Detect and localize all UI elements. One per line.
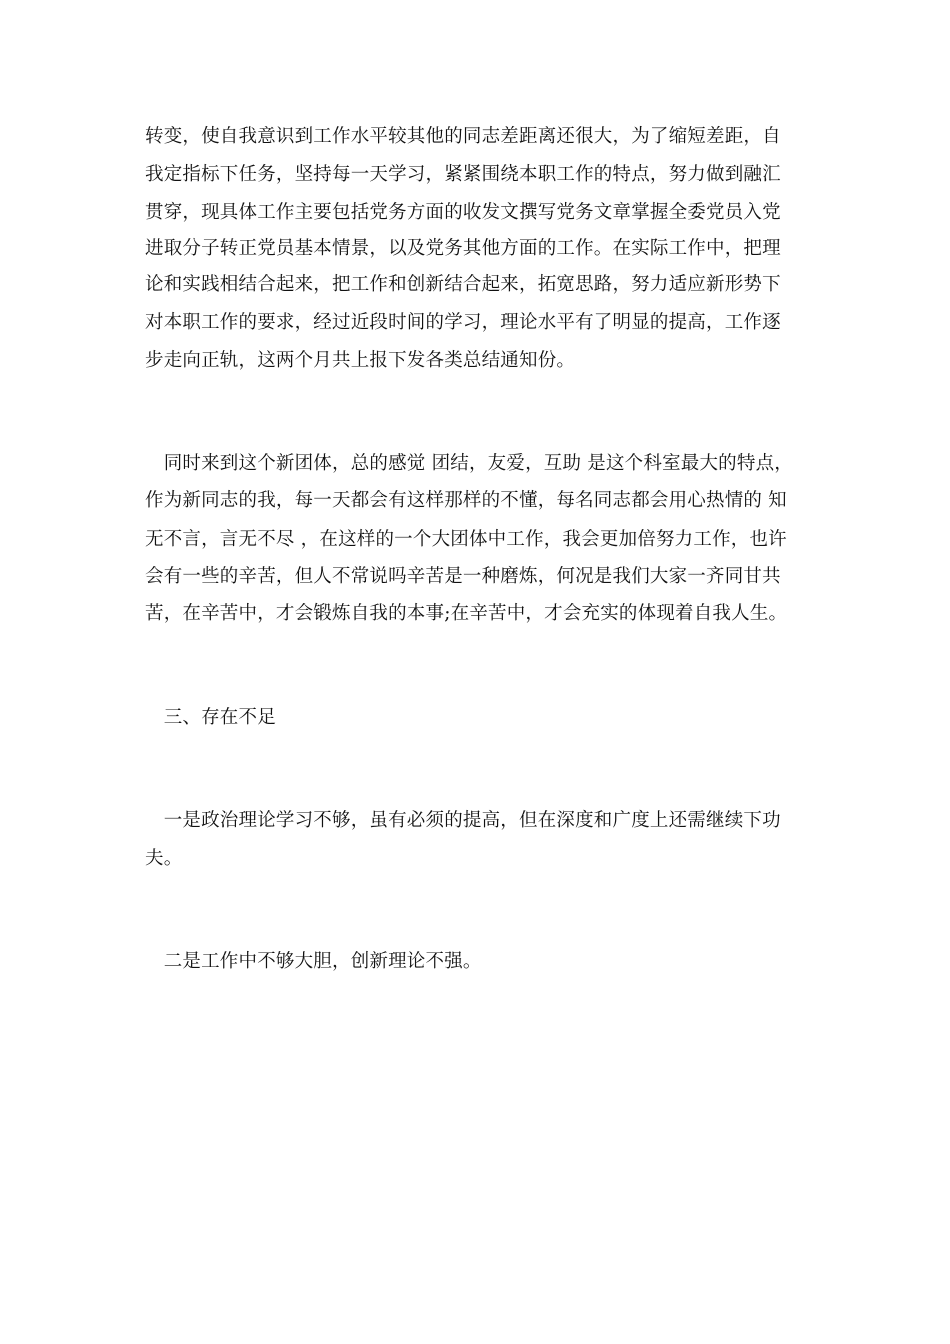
text-line: 对本职工作的要求，经过近段时间的学习，理论水平有了明显的提高，工作逐 [145, 312, 781, 333]
text-line: 步走向正轨，这两个月共上报下发各类总结通知份。 [145, 350, 576, 371]
text-line: 二是工作中不够大胆，创新理论不强。 [145, 951, 482, 972]
text-line: 转变，使自我意识到工作水平较其他的同志差距离还很大，为了缩短差距，自 [145, 126, 781, 147]
text-line: 我定指标下任务，坚持每一天学习，紧紧围绕本职工作的特点，努力做到融汇 [145, 164, 781, 185]
text-line: 论和实践相结合起来，把工作和创新结合起来，拓宽思路，努力适应新形势下 [145, 274, 781, 295]
text-line: 无不言，言无不尽 ，在这样的一个大团体中工作，我会更加倍努力工作，也许 [145, 529, 787, 550]
text-line: 作为新同志的我，每一天都会有这样那样的不懂，每名同志都会用心热情的 知 [145, 490, 787, 511]
text-line: 一是政治理论学习不够，虽有必须的提高，但在深度和广度上还需继续下功 [145, 810, 781, 831]
section-heading: 三、存在不足 [145, 707, 276, 728]
text-line: 苦，在辛苦中，才会锻炼自我的本事;在辛苦中，才会充实的体现着自我人生。 [145, 603, 788, 624]
text-line: 同时来到这个新团体，总的感觉 团结，友爱，互助 是这个科室最大的特点， [145, 453, 793, 474]
text-line: 会有一些的辛苦，但人不常说吗辛苦是一种磨炼，何况是我们大家一齐同甘共 [145, 566, 781, 587]
text-line: 贯穿，现具体工作主要包括党务方面的收发文撰写党务文章掌握全委党员入党 [145, 202, 781, 223]
text-line: 夫。 [145, 848, 183, 869]
text-line: 进取分子转正党员基本情景，以及党务其他方面的工作。在实际工作中，把理 [145, 238, 781, 259]
